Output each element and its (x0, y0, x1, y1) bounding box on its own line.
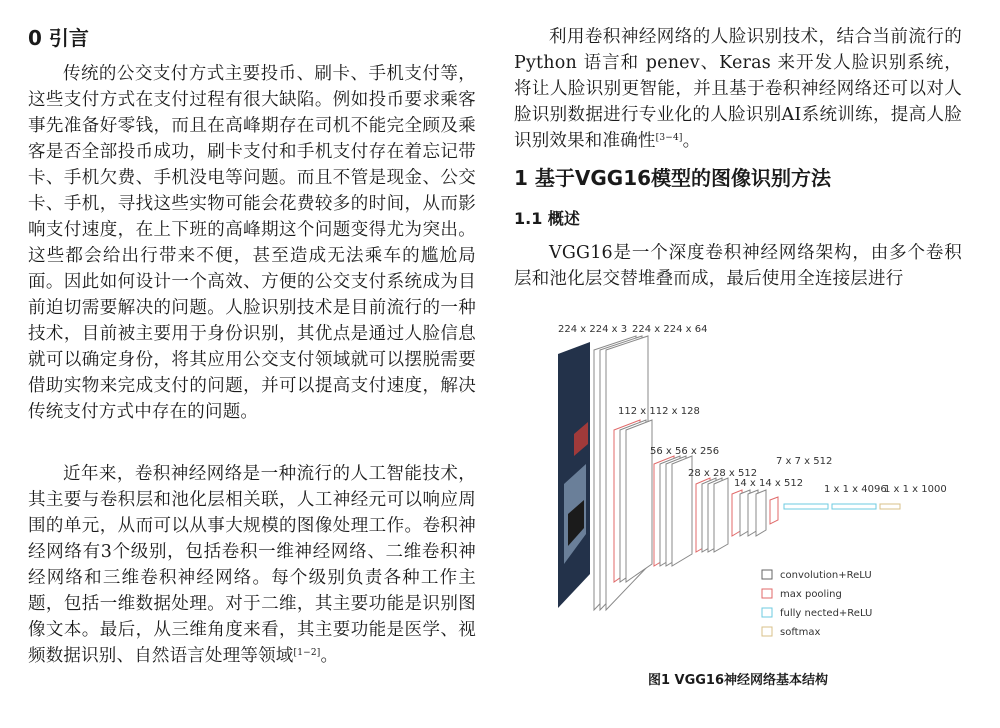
intro-paragraph-2 (28, 461, 476, 669)
dim-label-4: 56 x 56 x 256 (650, 446, 720, 457)
citation-3-4: [3−4] (655, 133, 683, 143)
conv-block-4 (696, 478, 728, 552)
figure-caption: 图1 VGG16神经网络基本结构 (647, 673, 829, 688)
intro-paragraph-2-end: 。 (320, 646, 339, 666)
intro-paragraph-1: 传统的公交支付方式主要投币、刷卡、手机支付等，这些支付方式在支付过程有很大缺陷。例如投币要求乘客事先准备好零钱，而且在高峰期存在司机不能完全顾及乘客是否全部投币成功，刷卡支付和手机支付存在着忘记带卡、手机欠费、手机没电等问题。而且不管是现金、公交卡、手机，寻找这些实物可能会花费较多的时间，从而影响支付速度，在上下班的高峰期这个问题变得尤为突出。这些都会给出行带来不便，甚至造成无法乘车的尴尬局面。因此如何设计一个高效、方便的公交支付系统成为目前迫切需要解决的问题。人脸识别技术是目前流行的一种技术，目前被主要用于身份识别，其优点是通过人脸信息就可以确定身份，将其应用公交支付领域就可以摆脱需要借助实物来完成支付的问题，并可以提高支付速度，解决传统支付方式中存在的问题。 (28, 64, 476, 422)
intro-paragraph-2-text: 近年来，卷积神经网络是一种流行的人工智能技术，其主要与卷积层和池化层相关联，人工神经元可以响应周围的单元，从而可以从事大规模的图像处理工作。卷积神经网络有3个级别，包括卷积一维神经网络、二维卷积神经网络和三维卷积神经网络。每个级别负责各种工作主题，包括一维数据处理。对于二维，其主要功能是识别图像文本。最后，从三维角度来看，其主要功能是医学、视频数据识别、自然语言处理等领域 (28, 464, 476, 666)
right-paragraph-1-text: 利用卷积神经网络的人脸识别技术，结合当前流行的Python 语言和 penev、Keras 来开发人脸识别系统，将让人脸识别更智能，并且基于卷积神经网络还可以对人脸识别数据进行专业化的人脸识别AI系统训练，提高人脸识别效果和准确性 (514, 27, 962, 151)
dim-label-1: 224 x 224 x 3 (558, 324, 628, 335)
right-paragraph-1 (514, 24, 962, 154)
subsection-heading-overview: 1.1 概述 (514, 209, 580, 228)
dim-label-3: 112 x 112 x 128 (618, 406, 700, 417)
legend (762, 570, 872, 638)
vgg16-diagram (528, 314, 988, 684)
legend-item-fc (762, 608, 872, 619)
dim-label-9: 1 x 1 x 1000 (884, 484, 947, 495)
legend-label-fc: fully nected+ReLU (780, 608, 873, 619)
vgg16-figure (528, 314, 988, 684)
dim-label-5: 28 x 28 x 512 (688, 468, 758, 479)
legend-label-conv: convolution+ReLU (780, 570, 872, 581)
conv-block-2 (614, 420, 652, 582)
dim-label-7: 7 x 7 x 512 (776, 456, 833, 467)
section-heading-introduction: 0 引言 (28, 26, 89, 50)
right-paragraph-1-end: 。 (682, 131, 701, 151)
legend-item-pool (762, 589, 842, 600)
legend-label-pool: max pooling (780, 589, 842, 600)
dim-label-6: 14 x 14 x 512 (734, 478, 804, 489)
input-image (558, 342, 590, 608)
dim-label-2: 224 x 224 x 64 (632, 324, 708, 335)
conv-block-5 (732, 490, 766, 536)
section-heading-vgg16: 1 基于VGG16模型的图像识别方法 (514, 166, 832, 190)
conv-block-3 (654, 456, 692, 566)
dim-label-8: 1 x 1 x 4096 (824, 484, 887, 495)
legend-label-softmax: softmax (780, 627, 821, 638)
fc-layers (784, 504, 900, 509)
legend-item-softmax (762, 627, 820, 638)
citation-1-2: [1−2] (293, 648, 321, 658)
legend-item-conv (762, 570, 872, 581)
pool-5 (770, 497, 778, 524)
overview-paragraph: VGG16是一个深度卷积神经网络架构，由多个卷积层和池化层交替堆叠而成，最后使用全连接层进行 (514, 243, 962, 289)
